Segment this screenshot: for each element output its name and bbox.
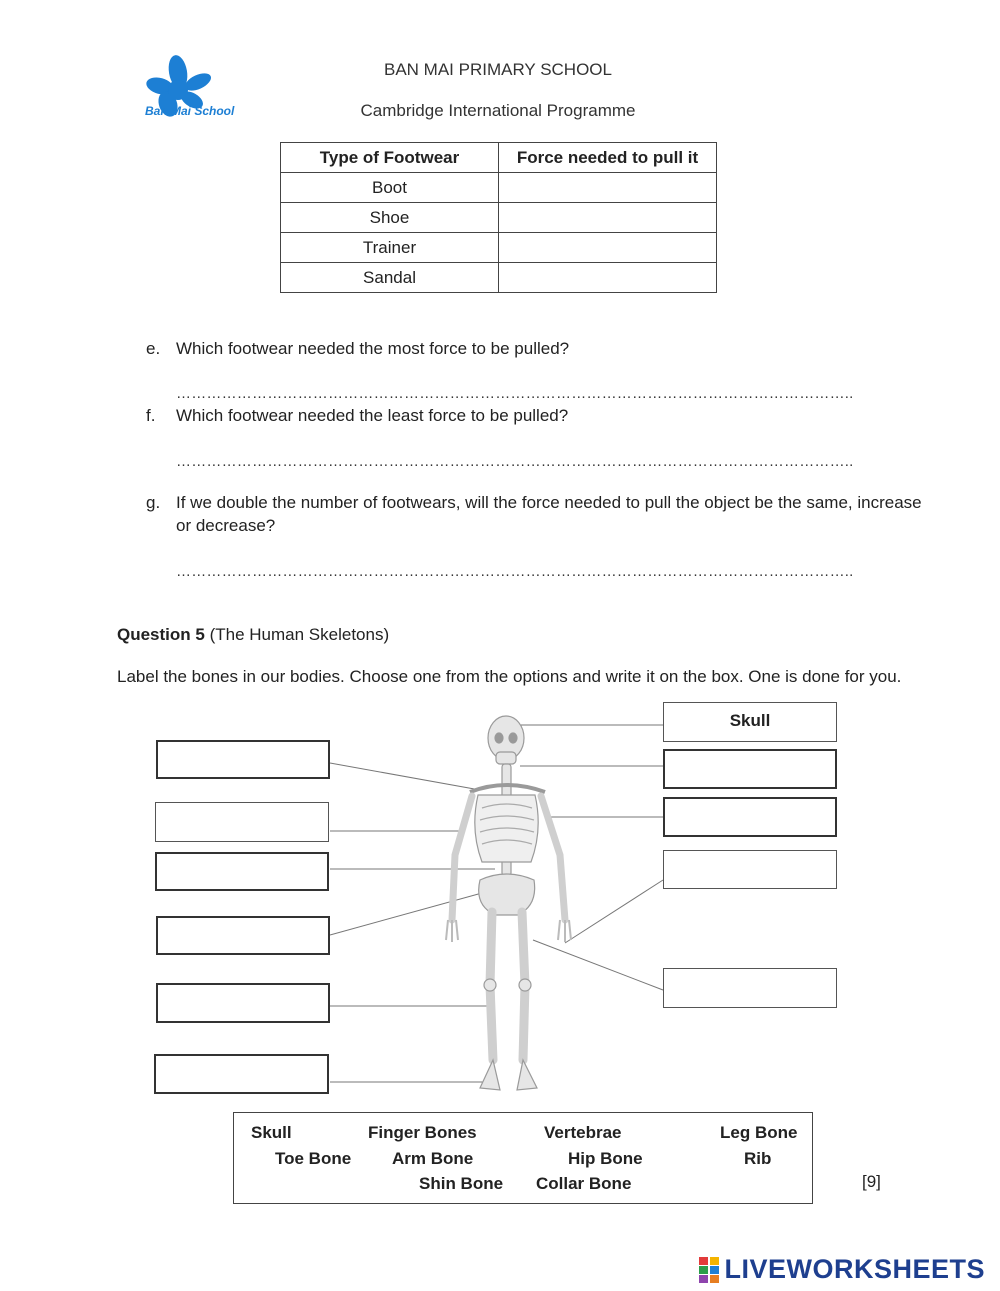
column-header: Type of Footwear: [281, 143, 499, 173]
label-box-left-6[interactable]: [154, 1054, 329, 1094]
programme-name: Cambridge International Programme: [360, 101, 636, 120]
question-g-line1: If we double the number of footwears, will the force needed to pull the object be the same, increase: [176, 493, 922, 512]
question-f-text: Which footwear needed the least force to be pulled?: [176, 406, 569, 425]
question5-title: Question 5: [117, 625, 205, 644]
footwear-table: [280, 142, 717, 293]
school-logo: [140, 52, 280, 124]
label-box-left-1[interactable]: [156, 740, 330, 779]
marks-label: [9]: [862, 1172, 881, 1191]
question-e-letter: e.: [146, 339, 161, 358]
option-item: Toe Bone: [275, 1149, 352, 1168]
force-answer-cell[interactable]: [499, 233, 717, 263]
question5-heading: [117, 625, 389, 645]
label-box-right-4[interactable]: [663, 850, 837, 889]
table-row: [281, 203, 717, 233]
label-box-right-3[interactable]: [663, 797, 837, 837]
options-box: [233, 1112, 813, 1204]
footwear-cell: Boot: [281, 173, 499, 203]
table-row: [281, 233, 717, 263]
question-f-letter: f.: [146, 406, 156, 425]
option-item: Leg Bone: [720, 1123, 798, 1142]
option-item: Shin Bone: [419, 1174, 504, 1193]
question5-subtitle: (The Human Skeletons): [209, 625, 390, 644]
column-header: Force needed to pull it: [499, 143, 717, 173]
question5-instruction: Label the bones in our bodies. Choose one from the options and write it on the box. One is done for you.: [117, 667, 902, 686]
table-row: [281, 173, 717, 203]
answer-line-g[interactable]: ……………………………………………………………………………………………………………………..: [176, 563, 854, 580]
answer-line-e[interactable]: ……………………………………………………………………………………………………………………..: [176, 385, 854, 402]
force-answer-cell[interactable]: [499, 263, 717, 293]
footwear-cell: Trainer: [281, 233, 499, 263]
liveworksheets-text: LIVEWORKSHEETS: [724, 1254, 985, 1284]
skull-label: Skull: [729, 711, 771, 730]
skeleton-diagram: [0, 690, 1000, 1110]
option-item: Skull: [251, 1123, 292, 1142]
table-header-row: [281, 143, 717, 173]
option-item: Arm Bone: [392, 1149, 474, 1168]
label-box-left-3[interactable]: [155, 852, 329, 891]
label-box-left-5[interactable]: [156, 983, 330, 1023]
option-item: Collar Bone: [536, 1174, 632, 1193]
label-box-left-4[interactable]: [156, 916, 330, 955]
footwear-cell: Sandal: [281, 263, 499, 293]
label-box-right-2[interactable]: [663, 749, 837, 789]
option-item: Hip Bone: [568, 1149, 643, 1168]
question-g-letter: g.: [146, 493, 161, 512]
footwear-cell: Shoe: [281, 203, 499, 233]
label-box-left-2[interactable]: [155, 802, 329, 842]
question-e-text: Which footwear needed the most force to be pulled?: [176, 339, 570, 358]
label-box-skull: [663, 702, 837, 742]
question-g-line2: or decrease?: [176, 516, 276, 535]
liveworksheets-logo: [698, 1254, 985, 1286]
school-name: BAN MAI PRIMARY SCHOOL: [384, 60, 612, 79]
force-answer-cell[interactable]: [499, 173, 717, 203]
logo-text: Ban Mai School: [145, 104, 235, 118]
label-box-right-5[interactable]: [663, 968, 837, 1008]
force-answer-cell[interactable]: [499, 203, 717, 233]
liveworksheets-icon: [698, 1256, 720, 1284]
option-item: Finger Bones: [368, 1123, 477, 1142]
answer-line-f[interactable]: ……………………………………………………………………………………………………………………..: [176, 453, 854, 470]
skeleton-figure: [446, 716, 571, 1090]
option-item: Rib: [744, 1149, 772, 1168]
table-row: [281, 263, 717, 293]
option-item: Vertebrae: [544, 1123, 622, 1142]
